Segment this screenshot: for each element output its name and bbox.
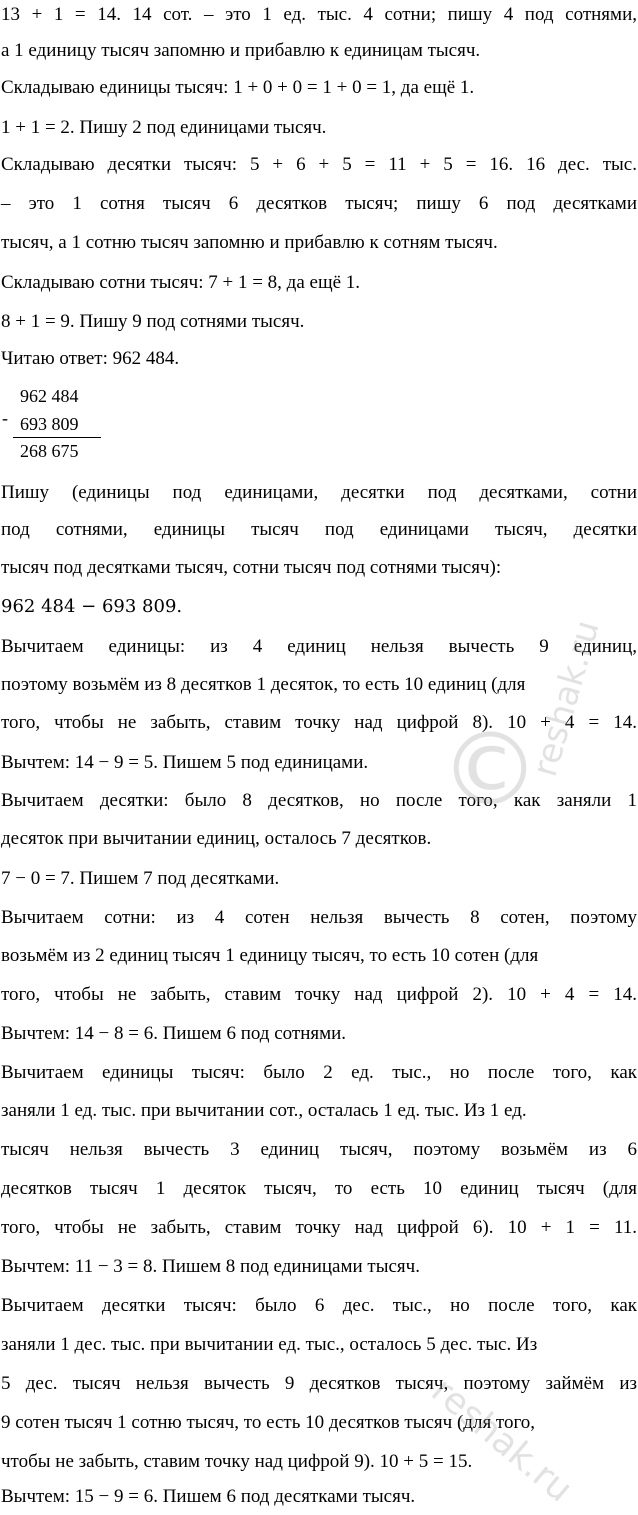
text-line: Вычитаем сотни: из 4 сотен нельзя вычесть 8 сотен, поэтому — [1, 907, 637, 928]
text-line: заняли 1 ед. тыс. при вычитании сот., осталась 1 ед. тыс. Из 1 ед. — [1, 1100, 527, 1121]
subtrahend: 693 809 — [20, 414, 79, 434]
text-line: Складываю сотни тысяч: 7 + 1 = 8, да ещё 1. — [1, 272, 361, 293]
reshak-watermark: reshak.ru — [423, 1370, 581, 1511]
minuend: 962 484 — [20, 386, 79, 406]
text-line: Складываю десятки тысяч: 5 + 6 + 5 = 11 + 5 = 16. 16 дес. тыс. — [1, 154, 637, 175]
subtraction-rule — [13, 437, 101, 438]
text-line: Вычитаем единицы тысяч: было 2 ед. тыс., но после того, как — [1, 1062, 637, 1083]
text-line: поэтому возьмём из 8 десятков 1 десяток, то есть 10 единиц (для — [1, 674, 526, 695]
text-line: Вычитаем десятки: было 8 десятков, но после того, как заняли 1 — [1, 790, 637, 811]
text-line: чтобы не забыть, ставим точку над цифрой 9). 10 + 5 = 15. — [1, 1451, 473, 1472]
text-line: тысяч под десятками тысяч, сотни тысяч под сотнями тысяч): — [1, 557, 502, 578]
text-line: под сотнями, единицы тысяч под единицами тысяч, десятки — [1, 519, 637, 540]
copyright-watermark-icon: © — [440, 711, 540, 828]
text-line: – это 1 сотня тысяч 6 десятков тысяч; пишу 6 под десятками — [1, 193, 637, 214]
text-line: Складываю единицы тысяч: 1 + 0 + 0 = 1 + 0 = 1, да ещё 1. — [1, 77, 475, 98]
text-line: тысяч нельзя вычесть 3 единиц тысяч, поэтому возьмём из 6 — [1, 1139, 637, 1160]
text-line: того, чтобы не забыть, ставим точку над цифрой 6). 10 + 1 = 11. — [1, 1217, 637, 1238]
text-line: десятков тысяч 1 десяток тысяч, то есть 10 единиц тысяч (для — [1, 1178, 637, 1199]
text-line: 9 сотен тысяч 1 сотню тысяч, то есть 10 десятков тысяч (для того, — [1, 1412, 536, 1433]
text-line: возьмём из 2 единиц тысяч 1 единицу тысяч, то есть 10 сотен (для — [1, 945, 539, 966]
text-line: тысяч, а 1 сотню тысяч запомню и прибавлю к сотням тысяч. — [1, 232, 498, 253]
text-line: 962 484 − 693 809. — [1, 596, 183, 617]
text-line: Вычтем: 11 − 3 = 8. Пишем 8 под единицами тысяч. — [1, 1256, 420, 1277]
text-line: Читаю ответ: 962 484. — [1, 348, 180, 369]
text-line: того, чтобы не забыть, ставим точку над цифрой 8). 10 + 4 = 14. — [1, 712, 637, 733]
text-line: 13 + 1 = 14. 14 сот. – это 1 ед. тыс. 4 сотни; пишу 4 под сотнями, — [1, 4, 637, 25]
text-line: а 1 единицу тысяч запомню и прибавлю к единицам тысяч. — [1, 40, 481, 61]
minus-sign: - — [2, 408, 8, 428]
difference: 268 675 — [20, 441, 79, 461]
text-line: 1 + 1 = 2. Пишу 2 под единицами тысяч. — [1, 117, 327, 138]
text-line: Вычтем: 14 − 9 = 5. Пишем 5 под единицами. — [1, 752, 369, 773]
text-line: 8 + 1 = 9. Пишу 9 под сотнями тысяч. — [1, 311, 305, 332]
text-line: Вычитаем единицы: из 4 единиц нельзя вычесть 9 единиц, — [1, 636, 637, 657]
text-line: десяток при вычитании единиц, осталось 7 десятков. — [1, 828, 432, 849]
reshak-watermark: reshak.ru — [525, 615, 608, 782]
text-line: заняли 1 дес. тыс. при вычитании ед. тыс., осталось 5 дес. тыс. Из — [1, 1334, 538, 1355]
text-line: Вычитаем десятки тысяч: было 6 дес. тыс., но после того, как — [1, 1295, 637, 1316]
text-line: 7 − 0 = 7. Пишем 7 под десятками. — [1, 868, 280, 889]
text-line: Вычтем: 15 − 9 = 6. Пишем 6 под десятками тысяч. — [1, 1486, 416, 1507]
text-line: 5 дес. тысяч нельзя вычесть 9 десятков тысяч, поэтому займём из — [1, 1373, 637, 1394]
text-line: Пишу (единицы под единицами, десятки под десятками, сотни — [1, 482, 637, 503]
text-line: того, чтобы не забыть, ставим точку над цифрой 2). 10 + 4 = 14. — [1, 984, 637, 1005]
text-line: Вычтем: 14 − 8 = 6. Пишем 6 под сотнями. — [1, 1023, 347, 1044]
